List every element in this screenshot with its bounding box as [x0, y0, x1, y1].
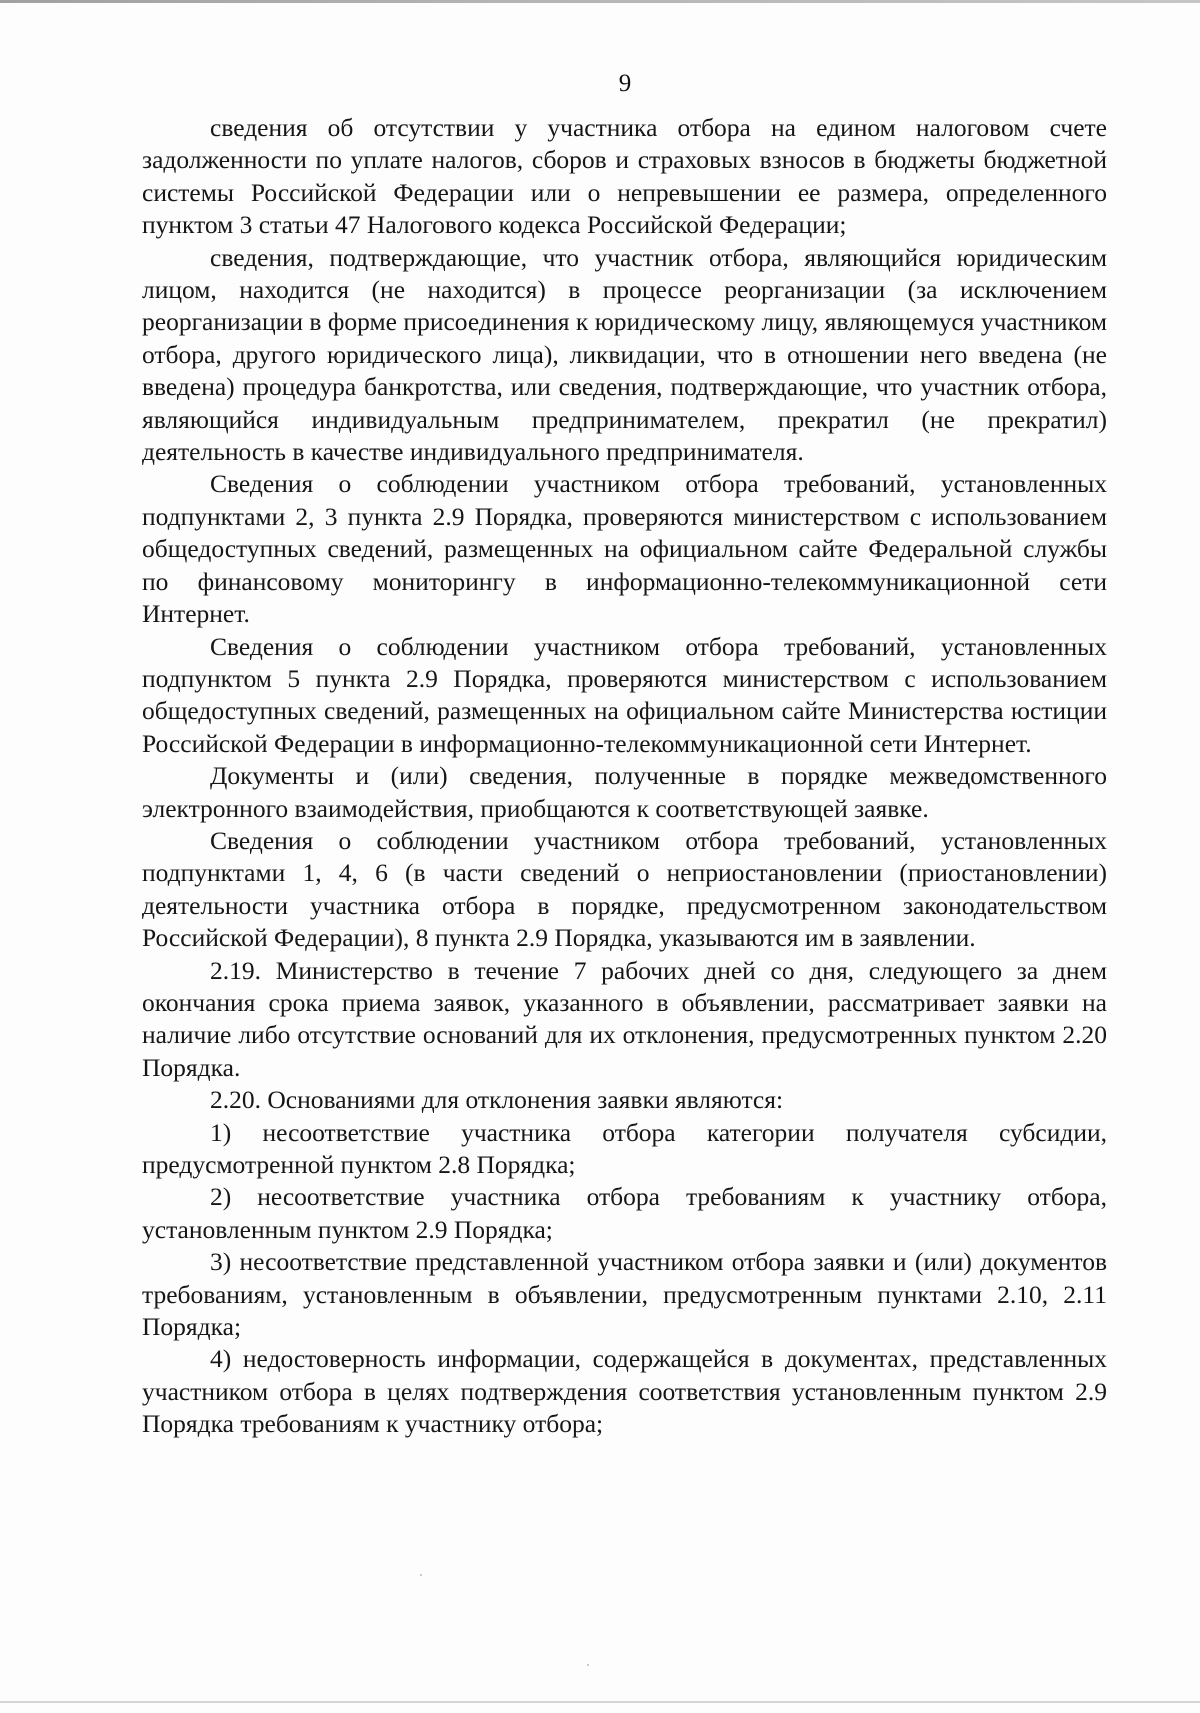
scan-speck — [587, 1664, 589, 1666]
paragraph: 2.20. Основаниями для отклонения заявки являются: — [210, 1085, 784, 1115]
paragraph: Сведения о соблюдении участником отбора требований, установленных подпунктами 2, 3 пункта 2.9 Порядка, проверяются министерством с использованием общедоступных сведений, размещенных на официальном сайте Федеральной службы по финансовому мониторингу в информационно-телекоммуникационной сети Интернет. — [142, 469, 1107, 629]
page-number: 9 — [618, 70, 632, 97]
paragraph: 2.19. Министерство в течение 7 рабочих дней со дня, следующего за днем окончания срока приема заявок, указанного в объявлении, рассматривает заявки на наличие либо отсутствие оснований для их отклонения, предусмотренных пунктом 2.20 Порядка. — [142, 955, 1107, 1082]
paragraph: Сведения о соблюдении участником отбора требований, установленных подпунктами 1, 4, 6 (в части сведений о неприостановлении (приостановлении) деятельности участника отбора в порядке, предусмотренном законодательством Российской Федерации), 8 пункта 2.9 Порядка, указываются им в заявлении. — [142, 825, 1107, 953]
paragraph: 2) несоответствие участника отбора требованиям к участнику отбора, установленным пунктом 2.9 Порядка; — [142, 1182, 1107, 1244]
document-body — [142, 112, 1107, 1441]
paragraph: сведения, подтверждающие, что участник отбора, являющийся юридическим лицом, находится (не находится) в процессе реорганизации (за исключением реорганизации в форме присоединения к юридическому лицу, являющемуся участником отбора, другого юридического лица), ликвидации, что в отношении него введена (не введена) процедура банкротства, или сведения, подтверждающие, что участник отбора, являющийся индивидуальным предпринимателем, прекратил (не прекратил) деятельность в качестве индивидуального предпринимателя. — [142, 242, 1107, 467]
scan-speck — [420, 1574, 422, 1576]
paragraph: сведения об отсутствии у участника отбора на едином налоговом счете задолженности по уплате налогов, сборов и страховых взносов в бюджеты бюджетной системы Российской Федерации или о непревышении ее размера, определенного пунктом 3 статьи 47 Налогового кодекса Российской Федерации; — [142, 113, 1107, 240]
paragraph: 4) недостоверность информации, содержащейся в документах, представленных участником отбора в целях подтверждения соответствия установленным пунктом 2.9 Порядка требованиям к участнику отбора; — [142, 1344, 1107, 1439]
paragraph: 3) несоответствие представленной участником отбора заявки и (или) документов требованиям, установленным в объявлении, предусмотренным пунктами 2.10, 2.11 Порядка; — [142, 1247, 1107, 1342]
paragraph: Сведения о соблюдении участником отбора требований, установленных подпунктом 5 пункта 2.9 Порядка, проверяются министерством с использованием общедоступных сведений, размещенных на официальном сайте Министерства юстиции Российской Федерации в информационно-телекоммуникационной сети Интернет. — [142, 631, 1107, 758]
paragraph: Документы и (или) сведения, полученные в порядке межведомственного электронного взаимодействия, приобщаются к соответствующей заявке. — [142, 761, 1107, 823]
paragraph: 1) несоответствие участника отбора категории получателя субсидии, предусмотренной пунктом 2.8 Порядка; — [142, 1117, 1107, 1179]
scan-edge-bottom — [0, 1701, 1200, 1703]
scan-edge-top — [0, 0, 1200, 3]
